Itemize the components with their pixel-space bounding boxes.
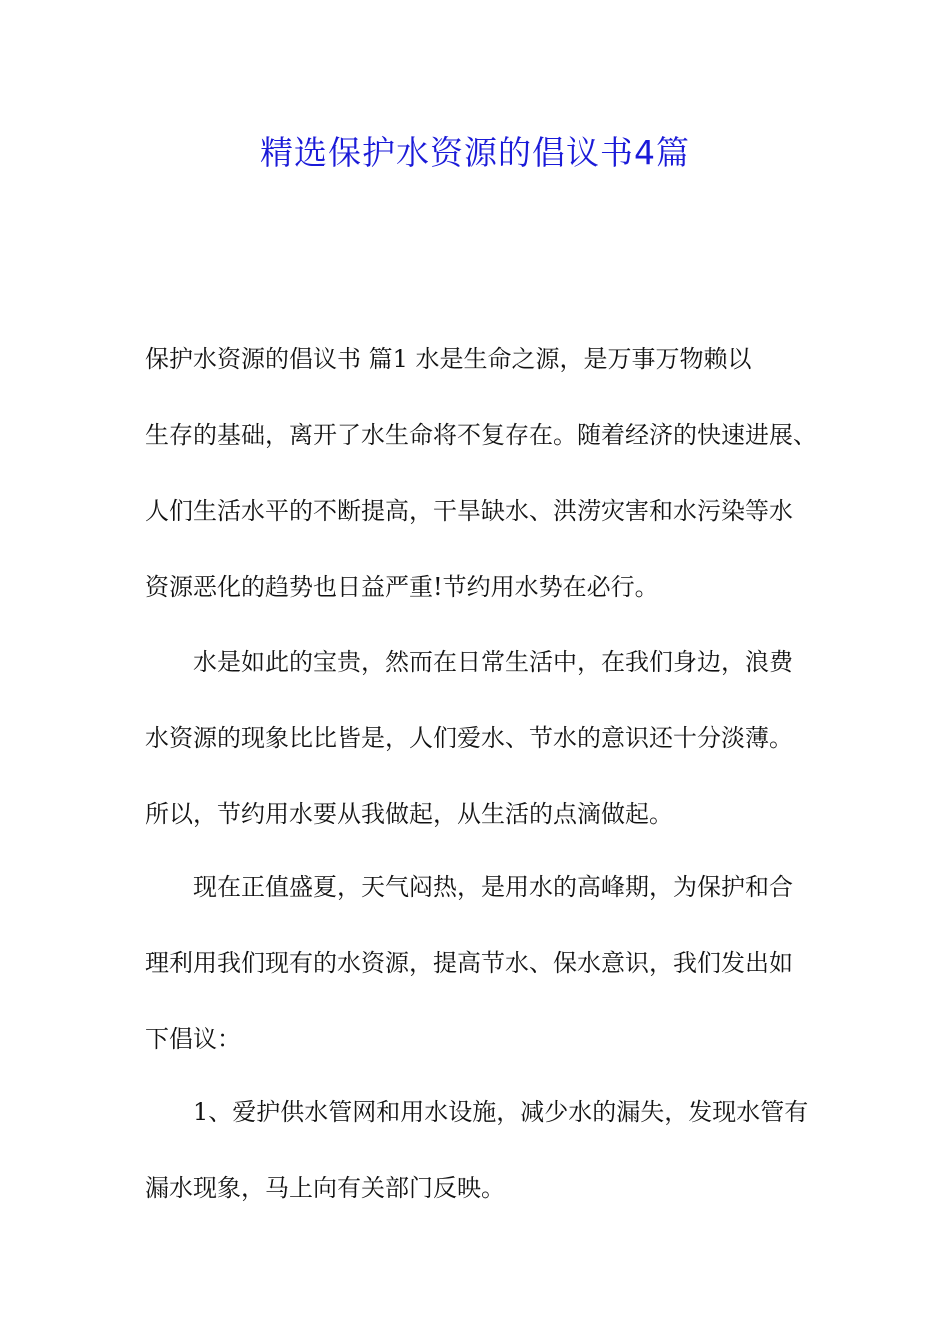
paragraph-line: 1、爱护供水管网和用水设施，减少水的漏失，发现水管有 [193, 1098, 809, 1126]
paragraph-line: 下倡议： [145, 1025, 241, 1053]
paragraph-line: 现在正值盛夏，天气闷热，是用水的高峰期，为保护和合 [193, 873, 793, 901]
paragraph-line: 漏水现象，马上向有关部门反映。 [145, 1174, 505, 1202]
paragraph-line: 生存的基础，离开了水生命将不复存在。随着经济的快速进展、 [145, 421, 817, 449]
paragraph-line: 水资源的现象比比皆是，人们爱水、节水的意识还十分淡薄。 [145, 724, 793, 752]
paragraph-line: 所以，节约用水要从我做起，从生活的点滴做起。 [145, 800, 673, 828]
paragraph-line: 人们生活水平的不断提高，干旱缺水、洪涝灾害和水污染等水 [145, 497, 793, 525]
paragraph-line: 理利用我们现有的水资源，提高节水、保水意识，我们发出如 [145, 949, 793, 977]
document-title: 精选保护水资源的倡议书4篇 [260, 133, 690, 172]
paragraph-line: 水是如此的宝贵，然而在日常生活中，在我们身边，浪费 [193, 648, 793, 676]
paragraph-line: 保护水资源的倡议书 篇1 水是生命之源，是万事万物赖以 [145, 345, 752, 373]
paragraph-line: 资源恶化的趋势也日益严重!节约用水势在必行。 [145, 573, 659, 601]
